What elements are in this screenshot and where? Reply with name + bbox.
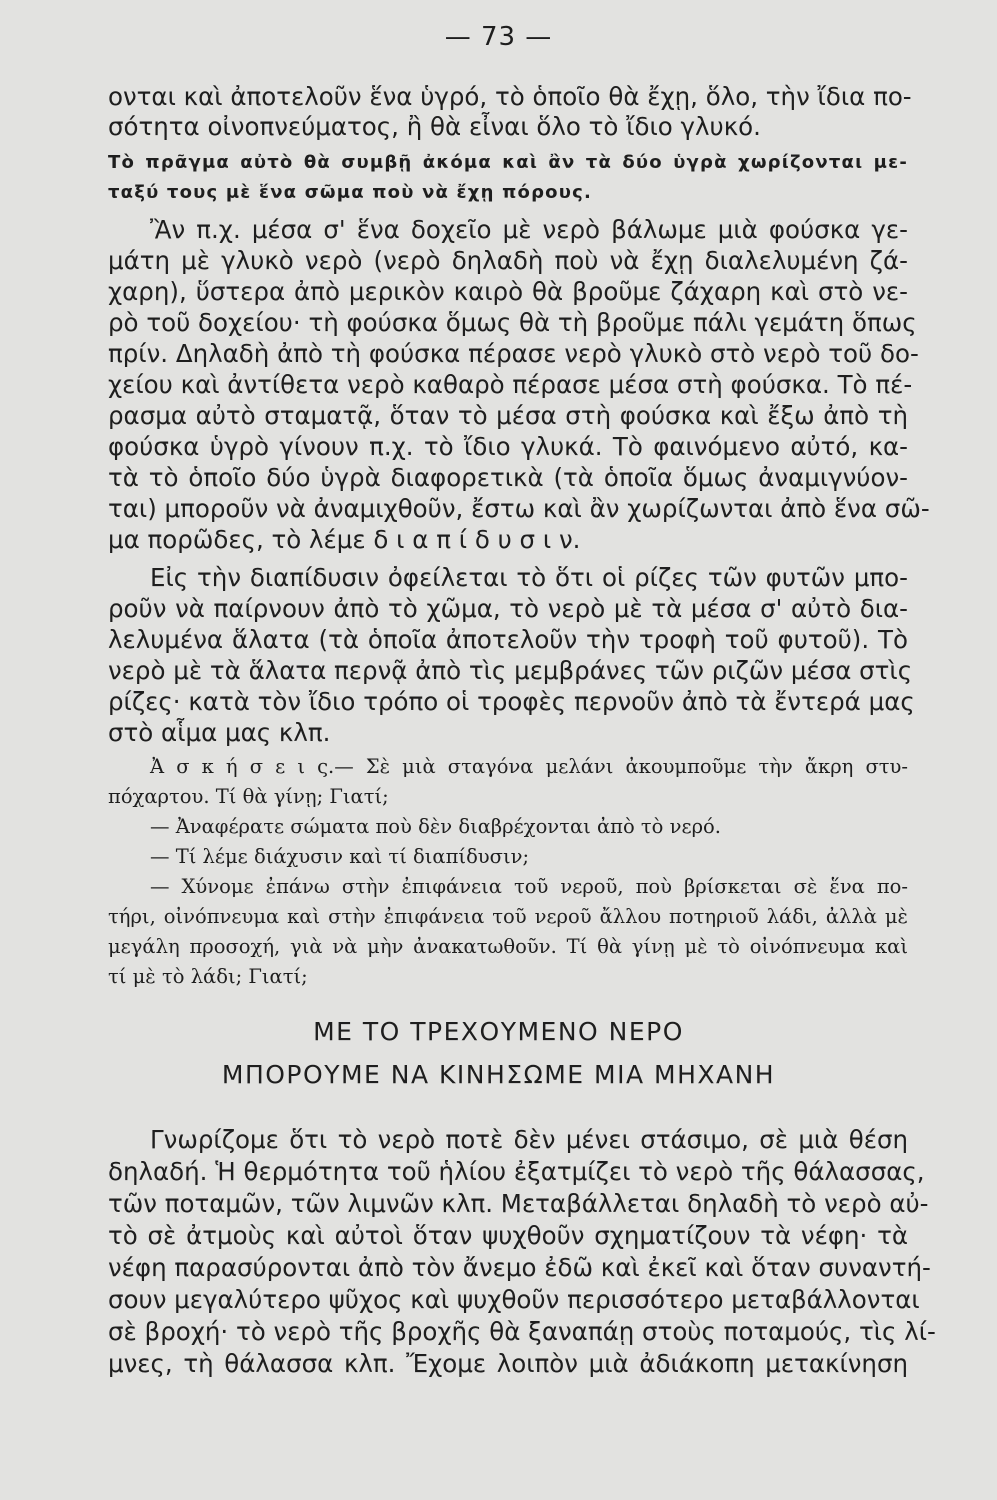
text-line: τῶν ποταμῶν, τῶν λιμνῶν κλπ. Μεταβάλλεται δηλαδὴ τὸ νερὸ αὐ- xyxy=(108,1189,929,1218)
text-line: Ἀ σ κ ή σ ε ι ς.— Σὲ μιὰ σταγόνα μελάνι ἀκουμποῦμε τὴν ἄκρη στυ- xyxy=(150,755,908,778)
text-line: τί μὲ τὸ λάδι; Γιατί; xyxy=(108,965,308,988)
page-number: — 73 — xyxy=(444,22,553,52)
text-line: τὸ σὲ ἀτμοὺς καὶ αὐτοὶ ὅταν ψυχθοῦν σχηματίζουν τὰ νέφη· τὰ xyxy=(108,1221,908,1250)
text-line: Εἰς τὴν διαπίδυσιν ὀφείλεται τὸ ὅτι οἱ ρίζες τῶν φυτῶν μπο- xyxy=(150,563,908,592)
text-line: τήρι, οἰνόπνευμα καὶ στὴν ἐπιφάνεια τοῦ νεροῦ ἄλλου ποτηριοῦ λάδι, ἀλλὰ μὲ xyxy=(108,905,908,928)
text-line: πόχαρτου. Τί θὰ γίνῃ; Γιατί; xyxy=(108,785,389,808)
text-line: νέφη παρασύρονται ἀπὸ τὸν ἄνεμο ἐδῶ καὶ ἐκεῖ καὶ ὅταν συναντή- xyxy=(108,1253,931,1282)
text-line: σὲ βροχή· τὸ νερὸ τῆς βροχῆς θὰ ξαναπάῃ στοὺς ποταμούς, τὶς λί- xyxy=(108,1317,936,1346)
text-line: ρὸ τοῦ δοχείου· τὴ φούσκα ὅμως θὰ τὴ βροῦμε πάλι γεμάτη ὅπως xyxy=(108,308,917,337)
text-line: μεγάλη προσοχή, γιὰ νὰ μὴν ἀνακατωθοῦν. Τί θὰ γίνῃ μὲ τὸ οἰνόπνευμα καὶ xyxy=(108,935,908,958)
section-subheading: ΜΠΟΡΟΥΜΕ ΝΑ ΚΙΝΗΣΩΜΕ ΜΙΑ ΜΗΧΑΝΗ xyxy=(221,1060,776,1089)
text-line: — Τί λέμε διάχυσιν καὶ τί διαπίδυσιν; xyxy=(150,845,530,868)
text-line: Τὸ πρᾶγμα αὐτὸ θὰ συμβῇ ἀκόμα καὶ ἂν τὰ δύο ὑγρὰ χωρίζονται με- xyxy=(108,152,908,173)
text-line: ροῦν νὰ παίρνουν ἀπὸ τὸ χῶμα, τὸ νερὸ μὲ τὰ μέσα σ' αὐτὸ δια- xyxy=(108,594,908,623)
text-line: μάτη μὲ γλυκὸ νερὸ (νερὸ δηλαδὴ ποὺ νὰ ἔχῃ διαλελυμένη ζά- xyxy=(108,246,908,275)
text-line: Ἂν π.χ. μέσα σ' ἕνα δοχεῖο μὲ νερὸ βάλωμε μιὰ φούσκα γε- xyxy=(150,215,908,244)
text-line: δηλαδή. Ἡ θερμότητα τοῦ ἡλίου ἐξατμίζει τὸ νερὸ τῆς θάλασσας, xyxy=(108,1157,925,1186)
text-line: φούσκα ὑγρὸ γίνουν π.χ. τὸ ἴδιο γλυκά. Τὸ φαινόμενο αὐτό, κα- xyxy=(108,432,908,461)
text-line: μνες, τὴ θάλασσα κλπ. Ἔχομε λοιπὸν μιὰ ἀδιάκοπη μετακίνηση xyxy=(108,1349,908,1378)
text-line: — Ἀναφέρατε σώματα ποὺ δὲν διαβρέχονται ἀπὸ τὸ νερό. xyxy=(150,815,721,838)
text-line: σότητα οἰνοπνεύματος, ἢ θὰ εἶναι ὅλο τὸ ἴδιο γλυκό. xyxy=(108,112,761,141)
text-line: λελυμένα ἅλατα (τὰ ὁποῖα ἀποτελοῦν τὴν τροφὴ τοῦ φυτοῦ). Τὸ xyxy=(108,625,908,654)
section-heading: ΜΕ ΤΟ ΤΡΕΧΟΥΜΕΝΟ ΝΕΡΟ xyxy=(313,1017,684,1046)
text-line: σουν μεγαλύτερο ψῦχος καὶ ψυχθοῦν περισσότερο μεταβάλλονται xyxy=(108,1285,920,1314)
text-line: ονται καὶ ἀποτελοῦν ἕνα ὑγρό, τὸ ὁποῖο θὰ ἔχῃ, ὅλο, τὴν ἴδια πο- xyxy=(108,82,912,111)
text-line: νερὸ μὲ τὰ ἅλατα περνᾷ ἀπὸ τὶς μεμβράνες τῶν ριζῶν μέσα στὶς xyxy=(108,656,913,685)
text-line: ται) μποροῦν νὰ ἀναμιχθοῦν, ἔστω καὶ ἂν χωρίζωνται ἀπὸ ἕνα σῶ- xyxy=(108,494,930,523)
text-line: μα πορῶδες, τὸ λέμε δ ι α π ί δ υ σ ι ν. xyxy=(108,525,581,554)
text-line: ταξύ τους μὲ ἕνα σῶμα ποὺ νὰ ἔχῃ πόρους. xyxy=(108,182,592,203)
text-line: ρίζες· κατὰ τὸν ἴδιο τρόπο οἱ τροφὲς περνοῦν ἀπὸ τὰ ἔντερά μας xyxy=(108,687,915,716)
text-line: ρασμα αὐτὸ σταματᾷ, ὅταν τὸ μέσα στὴ φούσκα καὶ ἔξω ἀπὸ τὴ xyxy=(108,401,908,430)
text-line: στὸ αἷμα μας κλπ. xyxy=(108,718,331,747)
text-line: πρίν. Δηλαδὴ ἀπὸ τὴ φούσκα πέρασε νερὸ γλυκὸ στὸ νερὸ τοῦ δο- xyxy=(108,339,919,368)
text-line: τὰ τὸ ὁποῖο δύο ὑγρὰ διαφορετικὰ (τὰ ὁποῖα ὅμως ἀναμιγνύον- xyxy=(108,463,908,492)
text-line: χαρη), ὕστερα ἀπὸ μερικὸν καιρὸ θὰ βροῦμε ζάχαρη καὶ στὸ νε- xyxy=(108,277,908,306)
text-line: χείου καὶ ἀντίθετα νερὸ καθαρὸ πέρασε μέσα στὴ φούσκα. Τὸ πέ- xyxy=(108,370,913,399)
text-line: — Χύνομε ἐπάνω στὴν ἐπιφάνεια τοῦ νεροῦ, ποὺ βρίσκεται σὲ ἕνα πο- xyxy=(150,875,908,898)
text-line: Γνωρίζομε ὅτι τὸ νερὸ ποτὲ δὲν μένει στάσιμο, σὲ μιὰ θέση xyxy=(150,1125,908,1154)
